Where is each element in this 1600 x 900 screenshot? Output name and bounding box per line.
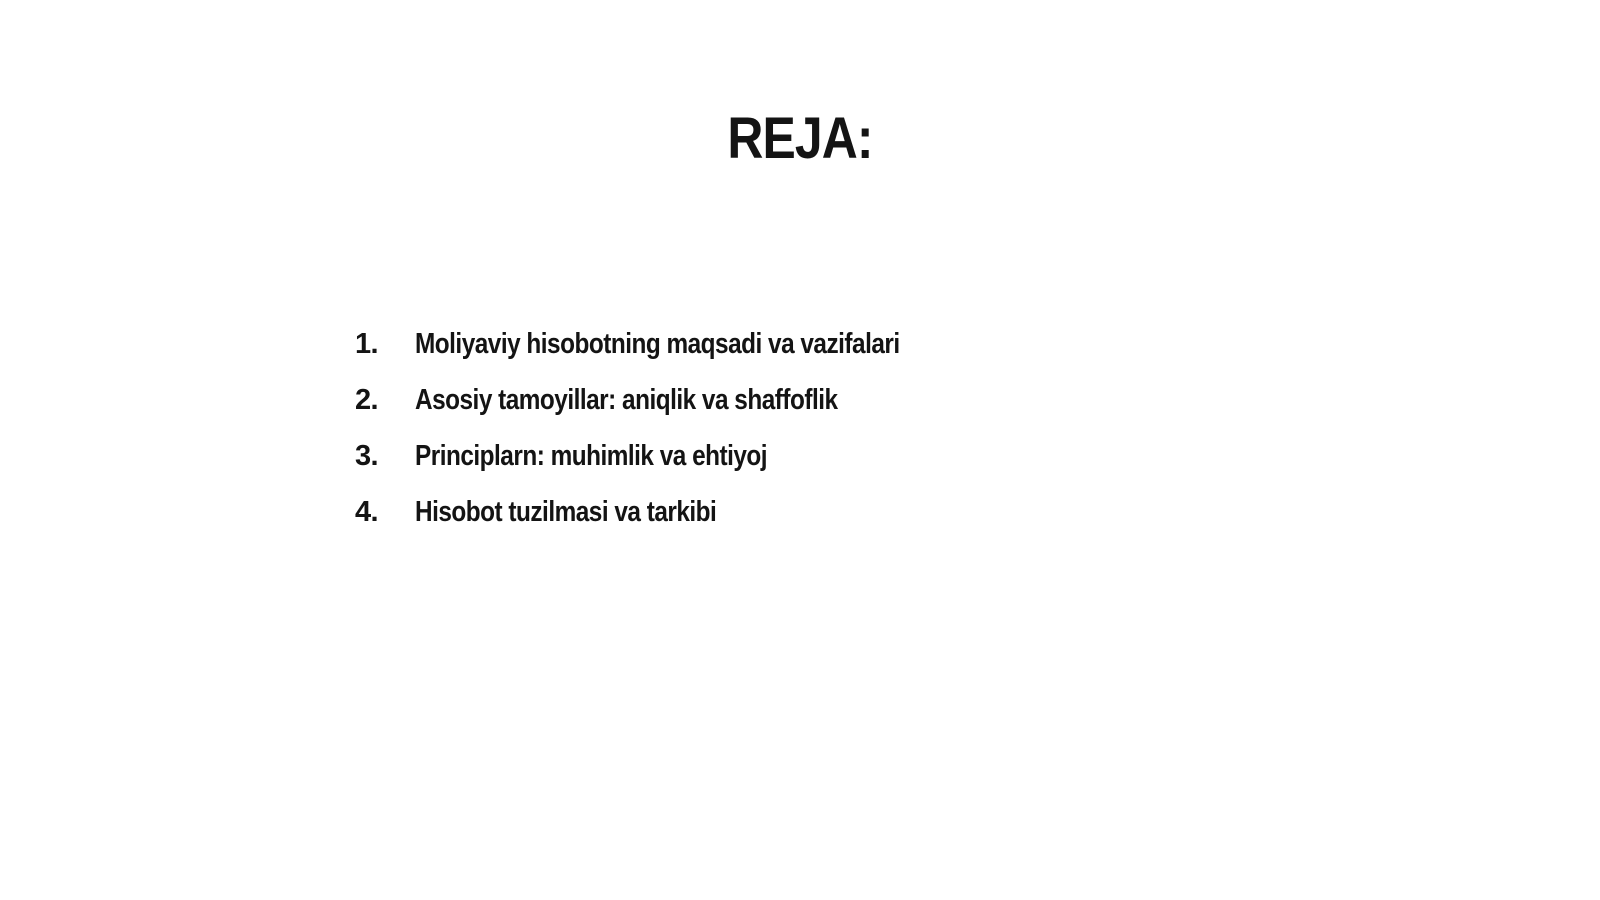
agenda-item <box>355 496 992 552</box>
agenda-item-text: Principlarn: muhimlik va ehtiyoj <box>415 440 768 472</box>
agenda-item-text: Asosiy tamoyillar: aniqlik va shaffoflik <box>415 384 838 416</box>
agenda-item-text: Moliyaviy hisobotning maqsadi va vazifalari <box>415 328 900 360</box>
agenda-item <box>355 384 992 440</box>
agenda-list <box>355 328 992 552</box>
agenda-item-number: 2. <box>355 384 378 416</box>
agenda-item-text: Hisobot tuzilmasi va tarkibi <box>415 496 717 528</box>
agenda-item <box>355 328 992 384</box>
slide-title: REJA: <box>727 106 873 171</box>
agenda-item <box>355 440 992 496</box>
agenda-item-number: 1. <box>355 328 378 360</box>
agenda-item-number: 3. <box>355 440 378 472</box>
agenda-item-number: 4. <box>355 496 378 528</box>
